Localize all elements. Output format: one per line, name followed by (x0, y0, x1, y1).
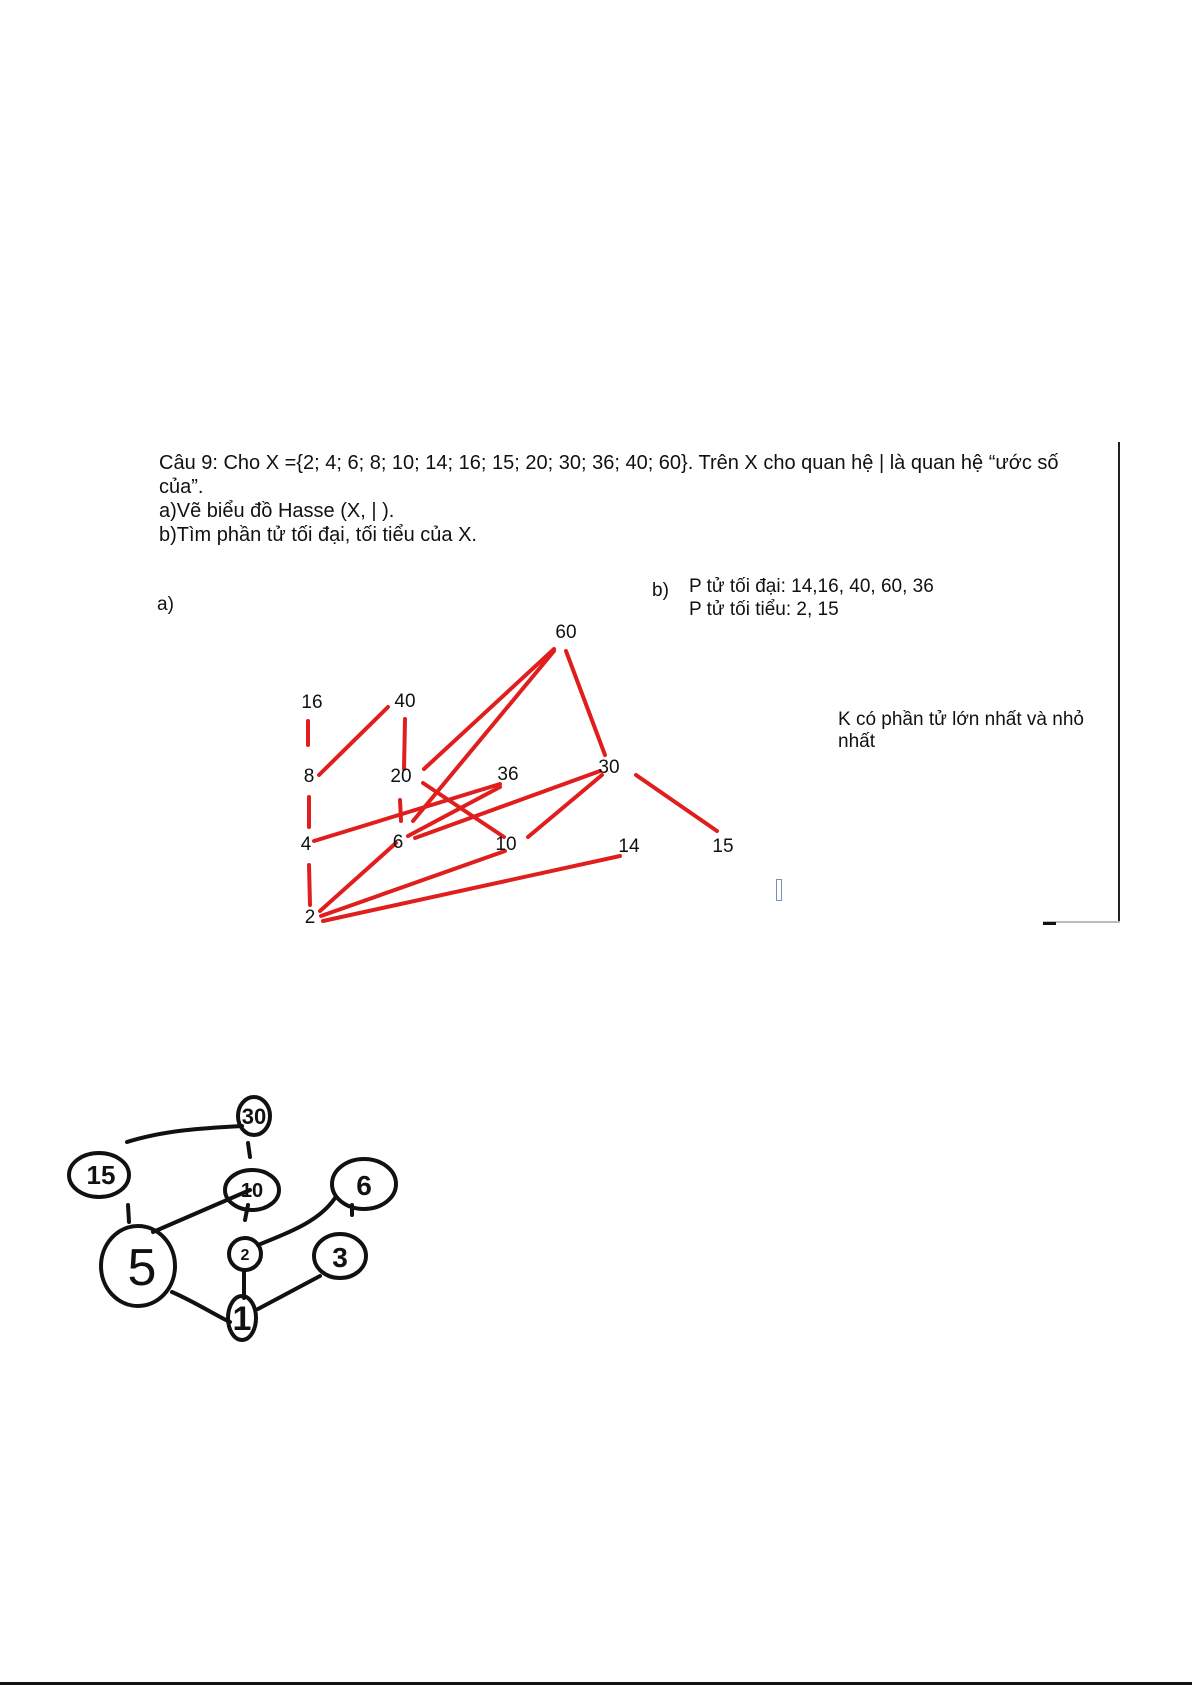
answer-a-label: a) (157, 594, 174, 615)
sketch-edge-1-3 (258, 1276, 320, 1309)
document-frame-right-border (1118, 442, 1120, 923)
hasse-diagram (280, 615, 760, 935)
hasse-node-10: 10 (495, 834, 517, 856)
hasse-node-8: 8 (303, 766, 315, 788)
sketch-label-30: 30 (241, 1104, 267, 1129)
minimal-elements: P tử tối tiểu: 2, 15 (689, 599, 839, 620)
sketch-label-2: 2 (240, 1247, 250, 1264)
hasse-edge-40-20 (404, 719, 405, 769)
sketch-edge-10-2 (245, 1205, 248, 1220)
hasse-labels (301, 622, 734, 928)
sketch-label-6: 6 (356, 1170, 372, 1201)
hasse-edge-2-14 (323, 856, 620, 921)
hasse-edge-4-36 (314, 784, 500, 841)
sketch-label-10: 10 (240, 1180, 264, 1202)
hasse-node-4: 4 (300, 834, 312, 856)
hasse-edge-60-30 (566, 651, 605, 755)
sketch-edge-30-10 (248, 1143, 250, 1157)
hasse-node-6: 6 (392, 832, 404, 854)
no-greatest-least-note: K có phần tử lớn nhất và nhỏ nhất (838, 709, 1084, 752)
maximal-elements: P tử tối đại: 14,16, 40, 60, 36 (689, 576, 934, 597)
sketch-label-1: 1 (232, 1300, 252, 1338)
question-line-2: của”. (159, 476, 204, 498)
sketch-label-5: 5 (127, 1239, 157, 1297)
sketch-edge-15-30 (127, 1126, 242, 1142)
sketch-edge-5-10 (153, 1190, 250, 1232)
question-line-1: Câu 9: Cho X ={2; 4; 6; 8; 10; 14; 16; 15; 20; 30; 36; 40; 60}. Trên X cho quan hệ | là quan hệ “ước số (159, 452, 1059, 474)
question-part-b: b)Tìm phần tử tối đại, tối tiểu của X. (159, 524, 477, 546)
hasse-node-2: 2 (304, 907, 316, 929)
hasse-node-40: 40 (394, 691, 416, 713)
sketch-edge-5-1 (172, 1292, 230, 1322)
hasse-node-14: 14 (618, 836, 640, 858)
hasse-edge-2-6 (320, 843, 396, 911)
frame-resize-handle[interactable] (1043, 922, 1056, 925)
hasse-edge-30-15 (636, 775, 717, 831)
hasse-node-16: 16 (301, 692, 323, 714)
question-part-a: a)Vẽ biểu đồ Hasse (X, | ). (159, 500, 395, 522)
question-text (159, 451, 1109, 547)
hasse-node-15: 15 (712, 836, 734, 858)
handwritten-sketch (55, 1080, 435, 1360)
hasse-edge-20-60 (424, 649, 554, 769)
hasse-edge-8-40 (319, 707, 388, 775)
hasse-edge-4-2 (309, 865, 310, 905)
sketch-label-15: 15 (86, 1160, 116, 1190)
hasse-node-30: 30 (598, 757, 620, 779)
answer-b-label: b) (652, 580, 669, 601)
hasse-edge-20-6 (400, 800, 401, 821)
text-cursor-icon (776, 879, 782, 901)
hasse-node-60: 60 (555, 622, 577, 644)
sketch-edges (127, 1126, 352, 1322)
hasse-node-20: 20 (390, 766, 412, 788)
sketch-edge-15-5 (128, 1205, 129, 1222)
hasse-node-36: 36 (497, 764, 519, 786)
sketch-label-3: 3 (332, 1242, 348, 1273)
